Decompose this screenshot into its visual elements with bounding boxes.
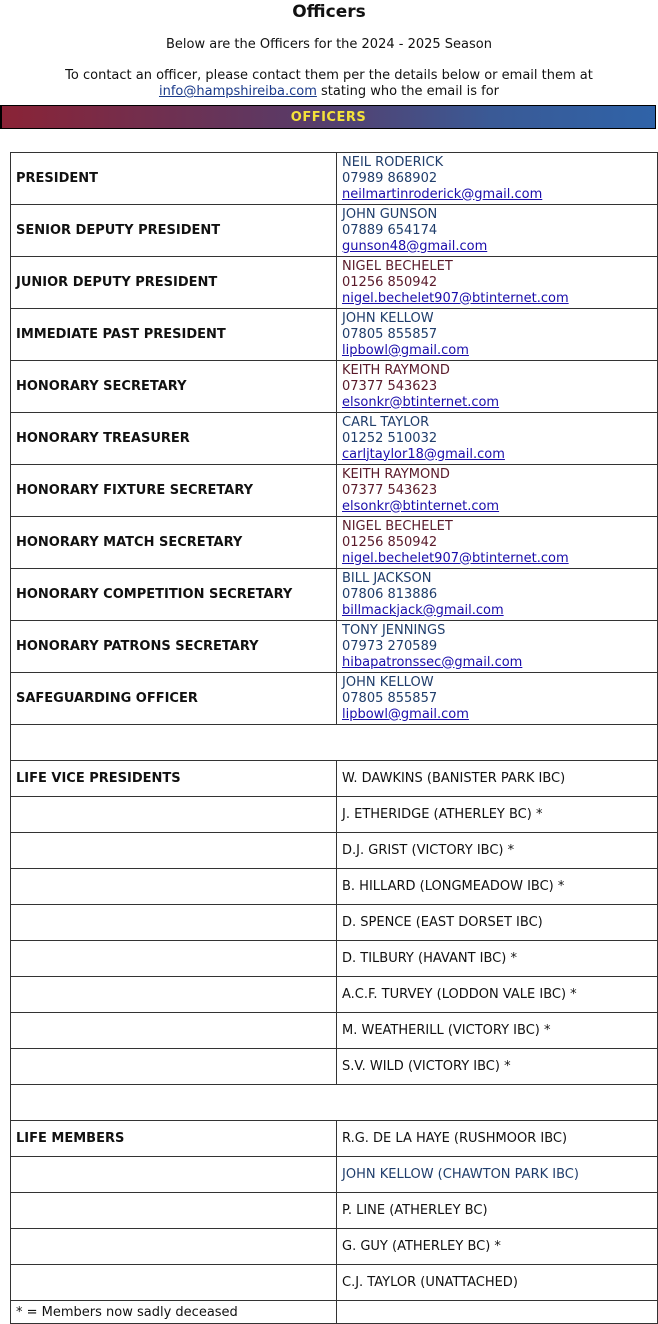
officer-name: JOHN GUNSON (342, 206, 438, 222)
life-vice-presidents-label (11, 905, 337, 941)
page-title: Officers (292, 2, 366, 22)
life-member: R.G. DE LA HAYE (RUSHMOOR IBC) (337, 1121, 658, 1157)
officer-role: IMMEDIATE PAST PRESIDENT (11, 309, 337, 361)
life-member-row (11, 1265, 658, 1301)
officer-row (11, 465, 658, 517)
officer-email-wrap (342, 603, 652, 619)
officer-row (11, 621, 658, 673)
officer-name: JOHN KELLOW (342, 674, 434, 690)
life-member-row (11, 1157, 658, 1193)
life-member-row (11, 1193, 658, 1229)
life-member: G. GUY (ATHERLEY BC) * (337, 1229, 658, 1265)
officer-role: PRESIDENT (11, 153, 337, 205)
officer-name: CARL TAYLOR (342, 414, 430, 430)
spacer-row (11, 725, 658, 761)
officer-contact (337, 205, 658, 257)
officer-contact (337, 361, 658, 413)
life-vice-presidents-label (11, 869, 337, 905)
officer-contact (337, 465, 658, 517)
life-vice-president: M. WEATHERILL (VICTORY IBC) * (337, 1013, 658, 1049)
officer-name: NIGEL BECHELET (342, 258, 453, 274)
officer-email-wrap (342, 239, 652, 255)
officer-email-link[interactable]: elsonkr@btinternet.com (342, 498, 500, 514)
officer-phone: 07806 813886 (342, 586, 438, 602)
officer-role: HONORARY MATCH SECRETARY (11, 517, 337, 569)
life-vice-president: B. HILLARD (LONGMEADOW IBC) * (337, 869, 658, 905)
officer-role: HONORARY TREASURER (11, 413, 337, 465)
life-member: JOHN KELLOW (CHAWTON PARK IBC) (337, 1157, 658, 1193)
contact-line-1: To contact an officer, please contact them per the details below or email them at (65, 68, 593, 83)
life-vice-presidents-label (11, 977, 337, 1013)
life-vice-president-row (11, 941, 658, 977)
footnote-row (11, 1301, 658, 1324)
officer-row (11, 673, 658, 725)
officer-row (11, 517, 658, 569)
officer-row (11, 153, 658, 205)
officer-name: BILL JACKSON (342, 570, 432, 586)
officer-row (11, 309, 658, 361)
spacer-cell (11, 725, 658, 761)
life-members-label: LIFE MEMBERS (11, 1121, 337, 1157)
life-member-row (11, 1229, 658, 1265)
life-vice-presidents-label (11, 1049, 337, 1085)
life-members-label (11, 1229, 337, 1265)
life-vice-president-row (11, 1049, 658, 1085)
spacer-cell (11, 1085, 658, 1121)
life-vice-presidents-label (11, 833, 337, 869)
officer-name: KEITH RAYMOND (342, 466, 450, 482)
life-vice-president-row (11, 869, 658, 905)
life-vice-president-row (11, 905, 658, 941)
officer-email-link[interactable]: nigel.bechelet907@btinternet.com (342, 290, 569, 306)
officer-row (11, 361, 658, 413)
officers-table (10, 152, 658, 1324)
officer-email-link[interactable]: nigel.bechelet907@btinternet.com (342, 550, 569, 566)
officer-role: HONORARY FIXTURE SECRETARY (11, 465, 337, 517)
life-vice-presidents-label (11, 797, 337, 833)
officer-phone: 07377 543623 (342, 378, 438, 394)
officer-role: HONORARY SECRETARY (11, 361, 337, 413)
officer-row (11, 413, 658, 465)
officer-contact (337, 153, 658, 205)
officer-row (11, 569, 658, 621)
officer-name: NIGEL BECHELET (342, 518, 453, 534)
officer-phone: 01256 850942 (342, 534, 438, 550)
officer-contact (337, 413, 658, 465)
life-member: C.J. TAYLOR (UNATTACHED) (337, 1265, 658, 1301)
officer-email-link[interactable]: elsonkr@btinternet.com (342, 394, 500, 410)
officer-phone: 07805 855857 (342, 326, 438, 342)
life-members-label (11, 1265, 337, 1301)
life-member: P. LINE (ATHERLEY BC) (337, 1193, 658, 1229)
life-vice-president: S.V. WILD (VICTORY IBC) * (337, 1049, 658, 1085)
officers-banner: OFFICERS (0, 105, 656, 129)
officer-name: TONY JENNINGS (342, 622, 446, 638)
life-vice-president: D. SPENCE (EAST DORSET IBC) (337, 905, 658, 941)
officer-contact (337, 673, 658, 725)
season-subtitle: Below are the Officers for the 2024 - 2025 Season (166, 37, 492, 52)
contact-line-2: stating who the email is for (316, 84, 500, 99)
officer-phone: 07973 270589 (342, 638, 438, 654)
life-vice-president: D. TILBURY (HAVANT IBC) * (337, 941, 658, 977)
life-vice-president: A.C.F. TURVEY (LODDON VALE IBC) * (337, 977, 658, 1013)
officer-role: HONORARY PATRONS SECRETARY (11, 621, 337, 673)
life-member-row (11, 1121, 658, 1157)
officer-phone: 01252 510032 (342, 430, 438, 446)
officer-name: KEITH RAYMOND (342, 362, 450, 378)
officer-email-wrap (342, 447, 652, 463)
officer-email-wrap (342, 187, 652, 203)
officer-email-wrap (342, 655, 652, 671)
officer-email-wrap (342, 395, 652, 411)
officer-role: SENIOR DEPUTY PRESIDENT (11, 205, 337, 257)
officer-contact (337, 517, 658, 569)
life-vice-presidents-label: LIFE VICE PRESIDENTS (11, 761, 337, 797)
life-vice-president: J. ETHERIDGE (ATHERLEY BC) * (337, 797, 658, 833)
officer-email-wrap (342, 707, 652, 723)
life-vice-presidents-label (11, 941, 337, 977)
contact-email-link[interactable]: info@hampshireiba.com (158, 84, 317, 99)
life-vice-president: W. DAWKINS (BANISTER PARK IBC) (337, 761, 658, 797)
officer-row (11, 257, 658, 309)
officer-phone: 07889 654174 (342, 222, 438, 238)
officer-phone: 01256 850942 (342, 274, 438, 290)
officer-role: HONORARY COMPETITION SECRETARY (11, 569, 337, 621)
life-vice-presidents-label (11, 1013, 337, 1049)
life-vice-president-row (11, 761, 658, 797)
officer-email-wrap (342, 551, 652, 567)
contact-instructions (30, 68, 628, 100)
life-vice-president: D.J. GRIST (VICTORY IBC) * (337, 833, 658, 869)
officer-email-link[interactable]: lipbowl@gmail.com (342, 342, 469, 358)
officer-phone: 07805 855857 (342, 690, 438, 706)
officer-email-wrap (342, 343, 652, 359)
officer-row (11, 205, 658, 257)
life-members-label (11, 1157, 337, 1193)
officer-email-link[interactable]: neilmartinroderick@gmail.com (342, 186, 543, 202)
officer-role: JUNIOR DEPUTY PRESIDENT (11, 257, 337, 309)
officer-email-link[interactable]: gunson48@gmail.com (342, 238, 488, 254)
spacer-row (11, 1085, 658, 1121)
life-vice-president-row (11, 797, 658, 833)
life-vice-president-row (11, 1013, 658, 1049)
footnote: * = Members now sadly deceased (11, 1301, 337, 1324)
life-vice-president-row (11, 977, 658, 1013)
officer-phone: 07377 543623 (342, 482, 438, 498)
footnote-empty-cell (337, 1301, 658, 1324)
officer-name: JOHN KELLOW (342, 310, 434, 326)
officer-contact (337, 309, 658, 361)
officer-contact (337, 621, 658, 673)
officer-email-link[interactable]: hibapatronssec@gmail.com (342, 654, 523, 670)
officer-email-link[interactable]: carljtaylor18@gmail.com (342, 446, 505, 462)
life-members-label (11, 1193, 337, 1229)
officer-email-wrap (342, 291, 652, 307)
officer-phone: 07989 868902 (342, 170, 438, 186)
officer-email-wrap (342, 499, 652, 515)
officer-email-link[interactable]: billmackjack@gmail.com (342, 602, 504, 618)
officer-contact (337, 257, 658, 309)
officer-name: NEIL RODERICK (342, 154, 444, 170)
officer-role: SAFEGUARDING OFFICER (11, 673, 337, 725)
officer-contact (337, 569, 658, 621)
officer-email-link[interactable]: lipbowl@gmail.com (342, 706, 469, 722)
life-vice-president-row (11, 833, 658, 869)
